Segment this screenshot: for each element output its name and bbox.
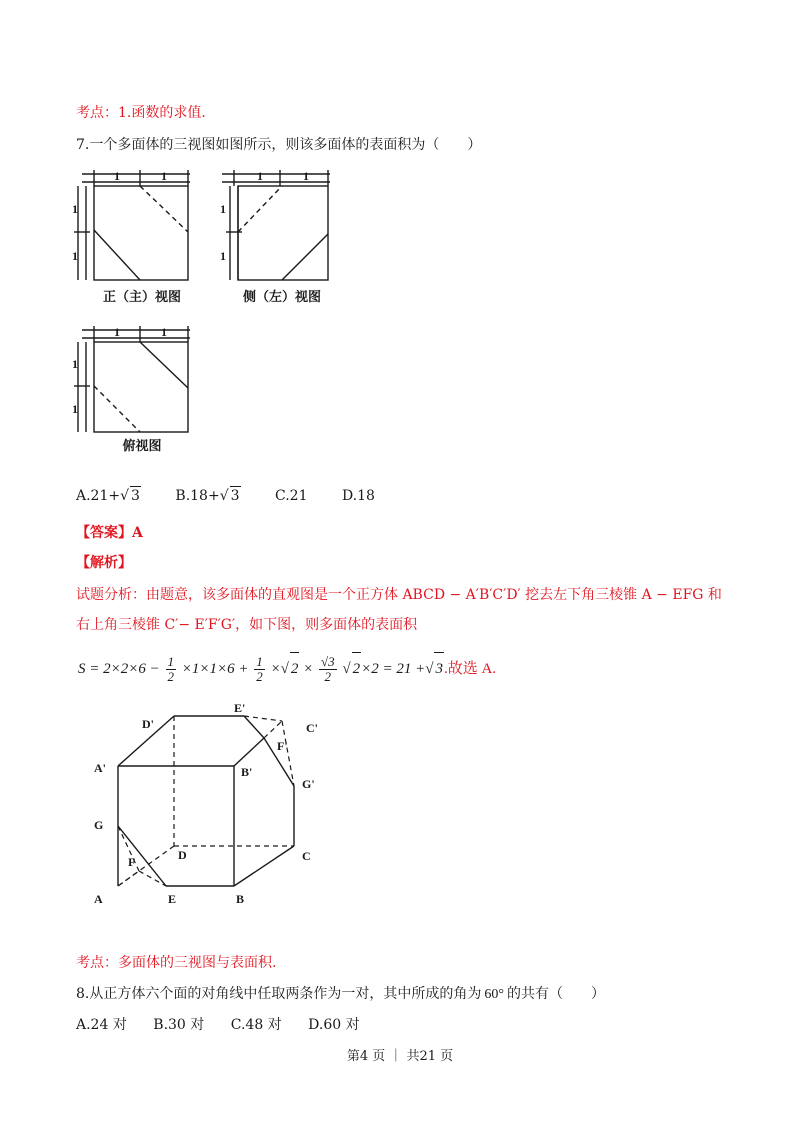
label-Ap: A' [94, 761, 106, 775]
label-C: C [302, 849, 311, 863]
side-dim-top-1: 1 [257, 169, 263, 183]
top-dim-left-1: 1 [72, 357, 78, 371]
top-dim-top-2: 1 [161, 325, 167, 339]
top-dim-top-1: 1 [114, 325, 120, 339]
three-views-figure [72, 168, 342, 458]
top-view [74, 326, 190, 432]
label-A: A [94, 892, 103, 906]
label-F: F [128, 855, 136, 869]
label-Dp: D' [142, 717, 154, 731]
q7-analysis-heading: 【解析】 [76, 555, 132, 571]
cube-figure [84, 696, 334, 916]
top-view-caption: 俯视图 [122, 439, 162, 454]
top-dim-left-2: 1 [72, 402, 78, 416]
q8-options [76, 1016, 360, 1034]
q7-option-c: C.21 [275, 488, 308, 504]
q8-stem: 8.从正方体六个面的对角线中任取两条作为一对，其中所成的角为 60° 的共有（ ） [76, 986, 605, 1002]
q8-option-b: B.30 对 [153, 1017, 205, 1033]
side-dim-left-2: 1 [220, 249, 226, 263]
label-Gp: G' [302, 777, 315, 791]
side-dim-top-2: 1 [303, 169, 309, 183]
q7-analysis-line1: 试题分析：由题意，该多面体的直观图是一个正方体 ABCD − A′B′C′D′ 挖去左下角三棱锥 A − EFG 和 [76, 587, 722, 603]
page-footer: 第4 页 ｜ 共21 页 [346, 1049, 454, 1064]
q7-formula: S = 2×2×6 − $\frac{1}{2}$ ×1×1×6 + $\frac{1}{2}$ ×√ 2 × $\frac{√3}{2}$ √ 2×2 = 21 +√ 3.故选 A. [78, 652, 496, 685]
q7-analysis-line2: 右上角三棱锥 C′− E′F′G′，如下图，则多面体的表面积 [76, 617, 418, 633]
label-G: G [94, 818, 104, 832]
label-Bp: B' [241, 765, 253, 779]
q7-option-a: A.21+√ 3 [76, 488, 140, 504]
label-Cp: C' [306, 721, 318, 735]
label-B: B [236, 892, 245, 906]
q7-kaodian: 考点：多面体的三视图与表面积. [76, 955, 277, 971]
label-E: E [168, 892, 177, 906]
label-Ep: E' [234, 701, 246, 715]
q7-stem: 7.一个多面体的三视图如图所示，则该多面体的表面积为（ ） [76, 137, 482, 153]
q8-option-a: A.24 对 [76, 1017, 127, 1033]
q8-option-c: C.48 对 [230, 1017, 282, 1033]
front-view-caption: 正（主）视图 [102, 290, 182, 305]
front-dim-left-2: 1 [72, 249, 78, 263]
q7-answer: 【答案】A [76, 525, 143, 541]
q7-option-b: B.18+√ 3 [175, 488, 240, 504]
q8-option-d: D.60 对 [308, 1017, 360, 1033]
label-D: D [178, 848, 187, 862]
q7-option-d: D.18 [341, 488, 375, 504]
front-view [74, 170, 190, 280]
label-Fp: F' [277, 739, 288, 753]
q7-options [76, 486, 405, 505]
front-dim-top-1: 1 [114, 169, 120, 183]
side-view [222, 170, 330, 280]
front-dim-left-1: 1 [72, 202, 78, 216]
side-dim-left-1: 1 [220, 202, 226, 216]
kaodian-prev: 考点：1.函数的求值. [76, 105, 206, 121]
side-view-caption: 侧（左）视图 [242, 290, 322, 305]
front-dim-top-2: 1 [161, 169, 167, 183]
